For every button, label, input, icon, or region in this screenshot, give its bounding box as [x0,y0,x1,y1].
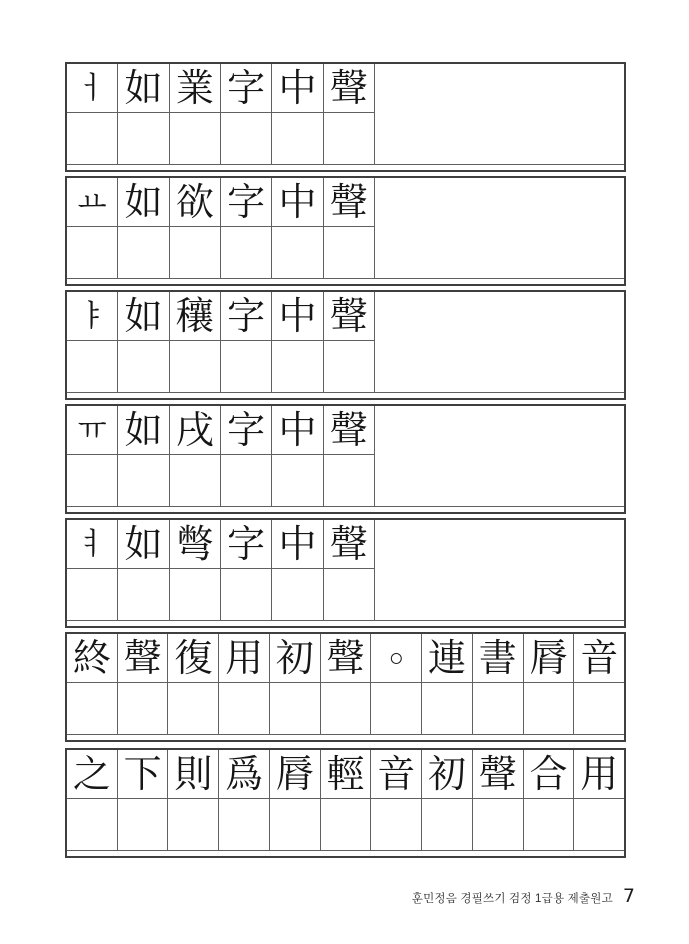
model-character-cell [422,750,473,798]
model-character-cell [221,64,272,112]
practice-cell [168,799,219,850]
model-character: 欲 [175,182,214,224]
practice-row [67,112,375,164]
practice-cell [67,341,118,392]
practice-row [67,340,375,392]
practice-cell [221,113,272,164]
model-character: ㅠ [77,414,107,447]
model-character: 中 [278,182,317,224]
model-character: 戌 [175,410,214,452]
practice-block [65,176,626,286]
model-character: 聲 [329,524,368,566]
model-character: 音 [580,638,619,680]
practice-row [67,682,624,734]
model-character: ○ [388,644,404,672]
model-character-cell [67,64,118,112]
model-character: ㅓ [77,72,107,105]
practice-block [65,404,626,514]
model-character: 彆 [175,524,214,566]
model-character: 初 [428,754,467,796]
separator-strip [67,734,624,740]
practice-cell [272,227,323,278]
model-character-cell [324,520,375,568]
practice-row [67,454,375,506]
model-row [67,178,375,226]
block-rows [67,64,624,164]
model-character-cell [270,634,321,682]
practice-cell [272,455,323,506]
practice-cell [221,227,272,278]
model-character: 中 [278,296,317,338]
model-character-cell [170,292,221,340]
model-character-cell [272,64,323,112]
model-character-cell [67,178,118,226]
character-grid [67,292,375,392]
side-blank-area [375,406,624,506]
page-number: 7 [622,885,635,907]
model-row [67,634,624,682]
footer [412,885,635,907]
practice-cell [67,113,118,164]
model-character-cell [574,750,624,798]
model-character-cell [272,178,323,226]
practice-block [65,518,626,628]
practice-cell [219,683,270,734]
model-character: 合 [529,754,568,796]
model-character-cell [170,406,221,454]
practice-cell [324,113,375,164]
model-character: 聲 [329,296,368,338]
practice-cell [118,455,169,506]
model-character-cell [221,520,272,568]
separator-strip [67,506,624,512]
block-rows [67,634,624,734]
model-character-cell [67,406,118,454]
practice-cell [272,569,323,620]
model-character: 復 [174,638,213,680]
model-character-cell [221,178,272,226]
model-character: 聲 [123,638,162,680]
block-rows [67,178,624,278]
practice-cell [422,683,473,734]
practice-row [67,798,624,850]
practice-cell [324,455,375,506]
model-character-cell [324,406,375,454]
model-character: 則 [174,754,213,796]
side-blank-area [375,178,624,278]
model-character-cell [321,634,372,682]
model-character: ㅛ [77,186,107,219]
model-character-cell [118,292,169,340]
practice-cell [272,341,323,392]
separator-strip [67,392,624,398]
model-character-cell [118,634,169,682]
side-blank-area [375,64,624,164]
model-character: 下 [123,754,162,796]
practice-block [65,748,626,858]
practice-cell [118,341,169,392]
separator-strip [67,278,624,284]
practice-cell [219,799,270,850]
model-character-cell [272,520,323,568]
model-character-cell [272,406,323,454]
model-character: 中 [278,68,317,110]
practice-cell [118,799,169,850]
model-character-cell [473,634,524,682]
practice-cell [371,799,422,850]
model-character: 聲 [329,182,368,224]
model-character: 聲 [478,754,517,796]
practice-cell [574,683,624,734]
model-character-cell [170,178,221,226]
model-character: ㅑ [77,300,107,333]
model-character-cell [168,634,219,682]
model-character: 聲 [329,68,368,110]
model-character-cell [67,292,118,340]
block-rows [67,520,624,620]
model-character: 聲 [329,410,368,452]
model-character: 字 [227,182,266,224]
separator-strip [67,620,624,626]
character-grid [67,406,375,506]
separator-strip [67,164,624,170]
model-character: 用 [225,638,264,680]
model-character: 初 [275,638,314,680]
model-character: 字 [227,296,266,338]
model-character: 之 [72,754,111,796]
practice-cell [270,683,321,734]
model-character-cell [574,634,624,682]
practice-cell [321,683,372,734]
footer-caption: 훈민정음 경필쓰기 검정 1급용 제출원고 [411,893,613,905]
practice-row [67,226,375,278]
practice-cell [221,455,272,506]
practice-cell [272,113,323,164]
practice-cell [422,799,473,850]
model-character-cell [524,750,575,798]
practice-cell [473,683,524,734]
practice-row [67,568,375,620]
practice-cell [524,799,575,850]
practice-cell [118,113,169,164]
model-character: 脣 [529,638,568,680]
model-character-cell [473,750,524,798]
model-character-cell [168,750,219,798]
model-character: 業 [175,68,214,110]
model-character-cell [170,520,221,568]
practice-sheet [65,62,626,862]
model-character: 終 [72,638,111,680]
side-blank-area [375,520,624,620]
block-rows [67,292,624,392]
practice-cell [221,569,272,620]
character-grid [67,750,624,850]
model-row [67,64,375,112]
model-character-cell [221,292,272,340]
model-character-cell [422,634,473,682]
model-character-cell [324,292,375,340]
practice-cell [574,799,624,850]
model-character: 中 [278,524,317,566]
model-character-cell [270,750,321,798]
practice-cell [67,227,118,278]
practice-cell [67,683,118,734]
model-character-cell [67,750,118,798]
model-character-cell [219,750,270,798]
model-character: 音 [377,754,416,796]
model-character: 爲 [225,754,264,796]
practice-cell [170,341,221,392]
model-row [67,406,375,454]
model-row [67,520,375,568]
practice-cell [270,799,321,850]
practice-cell [324,569,375,620]
model-character: 中 [278,410,317,452]
model-character: 字 [227,524,266,566]
model-character-cell [371,750,422,798]
practice-cell [67,799,118,850]
model-character: 穰 [175,296,214,338]
model-character-cell [170,64,221,112]
practice-cell [324,341,375,392]
model-character: 如 [124,182,163,224]
practice-cell [324,227,375,278]
practice-cell [524,683,575,734]
model-character: 字 [227,68,266,110]
practice-block [65,62,626,172]
model-character: 如 [124,524,163,566]
practice-cell [170,113,221,164]
model-character-cell [272,292,323,340]
block-rows [67,406,624,506]
model-character: 聲 [326,638,365,680]
practice-cell [221,341,272,392]
separator-strip [67,850,624,856]
model-character: 書 [478,638,517,680]
model-row [67,750,624,798]
character-grid [67,634,624,734]
practice-block [65,632,626,742]
practice-cell [168,683,219,734]
model-character-cell [524,634,575,682]
practice-cell [118,569,169,620]
model-character: 如 [124,296,163,338]
model-character-cell [67,634,118,682]
model-character-cell [324,178,375,226]
model-character-cell [118,750,169,798]
model-character-cell [118,178,169,226]
practice-cell [67,569,118,620]
model-character-cell [118,406,169,454]
block-rows [67,750,624,850]
practice-cell [170,455,221,506]
practice-cell [170,569,221,620]
side-blank-area [375,292,624,392]
model-character-cell [371,634,422,682]
character-grid [67,64,375,164]
model-character: 連 [428,638,467,680]
practice-cell [321,799,372,850]
practice-cell [473,799,524,850]
practice-cell [67,455,118,506]
character-grid [67,520,375,620]
model-character-cell [118,520,169,568]
model-character: 輕 [326,754,365,796]
model-character-cell [118,64,169,112]
model-character-cell [67,520,118,568]
model-row [67,292,375,340]
model-character: 如 [124,410,163,452]
model-character-cell [219,634,270,682]
model-character: 字 [227,410,266,452]
model-character: ㅕ [77,528,107,561]
model-character-cell [324,64,375,112]
character-grid [67,178,375,278]
practice-block [65,290,626,400]
practice-cell [170,227,221,278]
practice-cell [371,683,422,734]
model-character: 如 [124,68,163,110]
model-character-cell [321,750,372,798]
model-character: 脣 [275,754,314,796]
model-character-cell [221,406,272,454]
practice-cell [118,227,169,278]
practice-cell [118,683,169,734]
model-character: 用 [580,754,619,796]
